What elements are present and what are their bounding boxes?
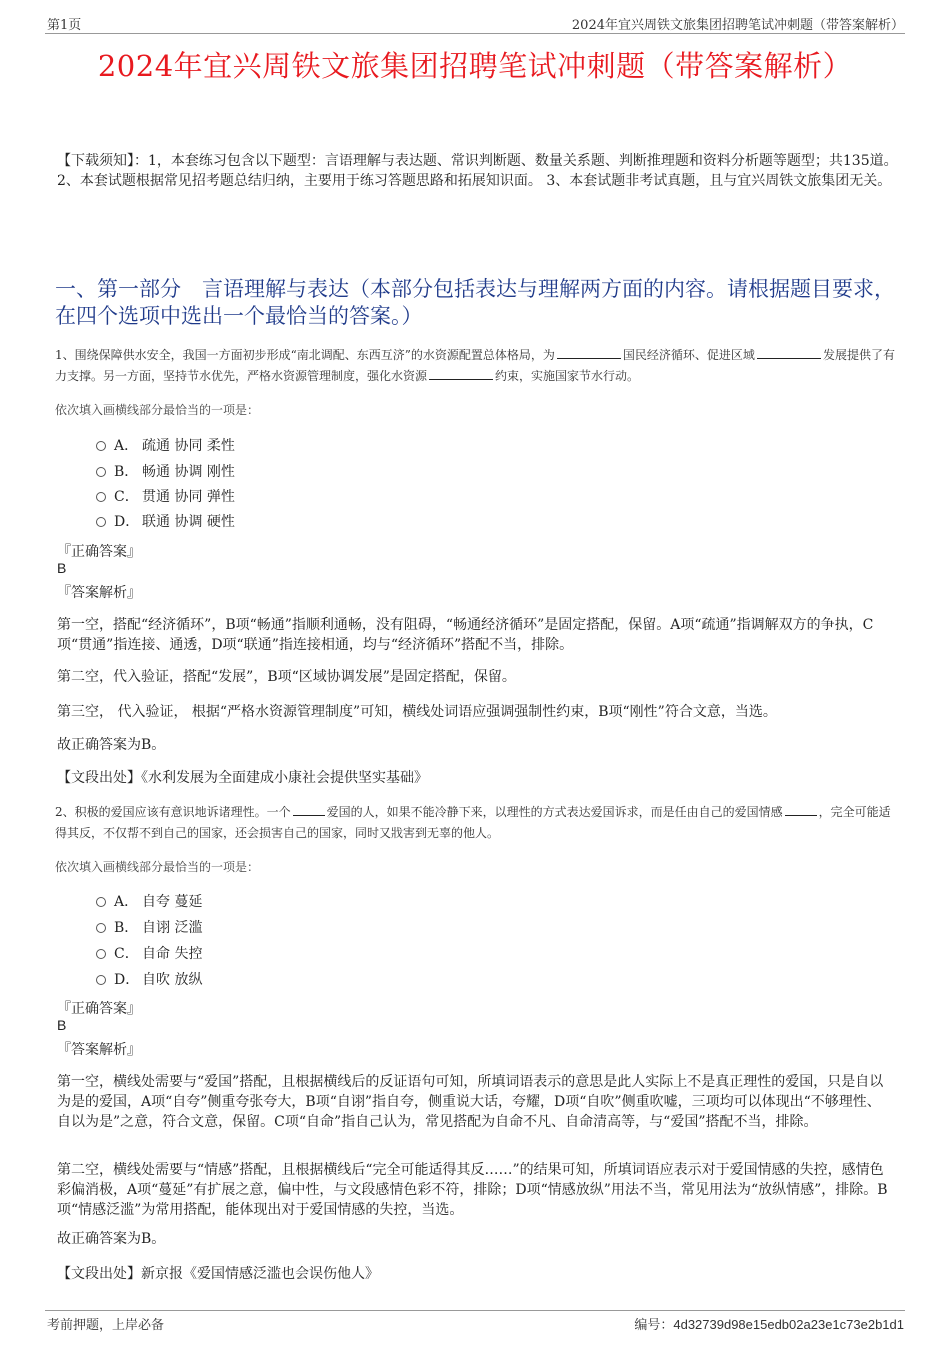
question-1-text xyxy=(55,345,900,387)
correct-answer: B xyxy=(57,1017,67,1033)
page-number: 第1页 xyxy=(47,18,82,33)
option-letter: D． xyxy=(114,972,140,988)
q1-segment: 约束，实施国家节水行动。 xyxy=(495,369,640,383)
option-text: 自夸 蔓延 xyxy=(142,894,203,910)
q2-option-a[interactable] xyxy=(96,892,202,912)
option-letter: A． xyxy=(114,894,139,910)
fill-blank xyxy=(557,346,621,359)
fill-blank xyxy=(429,367,493,380)
correct-answer-label: 『正确答案』 xyxy=(57,1001,141,1017)
analysis-paragraph: 第三空， 代入验证， 根据“严格水资源管理制度”可知，横线处词语应强调强制性约束，B项“刚性”符合文意，当选。 xyxy=(57,704,777,720)
q2-segment: 爱国的人，如果不能冷静下来，以理性的方式表达爱国诉求，而是任由自己的爱国情感 xyxy=(326,805,783,819)
option-letter: C． xyxy=(114,489,139,505)
question-2-prompt: 依次填入画横线部分最恰当的一项是： xyxy=(55,860,260,874)
q2-segment: 2、积极的爱国应该有意识地诉诸理性。一个 xyxy=(55,805,291,819)
radio-circle-icon[interactable] xyxy=(96,492,106,502)
q1-segment: 国民经济循环、促进区域 xyxy=(622,348,755,362)
option-text: 自诩 泛滥 xyxy=(142,920,203,936)
correct-answer: B xyxy=(57,560,67,576)
source-citation: 【文段出处】《水利发展为全面建成小康社会提供坚实基础》 xyxy=(57,770,428,786)
fill-blank xyxy=(293,803,325,816)
analysis-conclusion: 故正确答案为B。 xyxy=(57,737,166,753)
analysis-paragraph: 第一空，横线处需要与“爱国”搭配，且根据横线后的反证语句可知，所填词语表示的意思是此人实际上不是真正理性的爱国，只是自以为是的爱国，A项“自夸”侧重夸张夸大，B项“自诩”指自夸，侧重说大话，夸耀，D项“自吹”侧重吹嘘，三项均可以体现出“不够理性、自以为是”之意，符合文意，保留。C项“自命”指自己认为，常见搭配为自命不凡、自命清高等，与“爱国”搭配不当，排除。 xyxy=(57,1074,884,1130)
correct-answer-label: 『正确答案』 xyxy=(57,544,141,560)
q1-option-d[interactable] xyxy=(96,512,235,532)
option-text: 畅通 协调 刚性 xyxy=(142,464,235,480)
header-doc-title: 2024年宜兴周铁文旅集团招聘笔试冲刺题（带答案解析） xyxy=(571,18,904,33)
fill-blank xyxy=(757,346,821,359)
option-letter: A． xyxy=(114,438,139,454)
page-title: 2024年宜兴周铁文旅集团招聘笔试冲刺题（带答案解析） xyxy=(97,49,853,83)
code-label: 编号： xyxy=(634,1318,674,1333)
analysis-paragraph: 第二空，代入验证，搭配“发展”，B项“区域协调发展”是固定搭配，保留。 xyxy=(57,669,516,685)
section-heading: 一、第一部分 言语理解与表达（本部分包括表达与理解两方面的内容。请根据题目要求，在四个选项中选出一个最恰当的答案。） xyxy=(55,277,895,328)
radio-circle-icon[interactable] xyxy=(96,467,106,477)
code-value: 4d32739d98e15edb02a23e1c73e2b1d1 xyxy=(673,1317,904,1332)
radio-circle-icon[interactable] xyxy=(96,517,106,527)
analysis-paragraph: 第二空，横线处需要与“情感”搭配，且根据横线后“完全可能适得其反……”的结果可知，所填词语应表示对于爱国情感的失控，感情色彩偏消极，A项“蔓延”有扩展之意，偏中性，与文段感情色彩不符，排除；D项“情感放纵”用法不当，常见用法为“放纵情感”，排除。B项“情感泛滥”为常用搭配，能体现出对于爱国情感的失控，当选。 xyxy=(57,1162,888,1218)
download-notice: 【下载须知】：1，本套练习包含以下题型：言语理解与表达题、常识判断题、数量关系题、判断推理题和资料分析题等题型；共135道。 2、本套试题根据常见招考题总结归纳，主要用于练习答题思路和拓展知识面。 3、本套试题非考试真题，且与宜兴周铁文旅集团无关。 xyxy=(57,153,898,189)
q2-option-d[interactable] xyxy=(96,970,202,990)
footer-code xyxy=(634,1314,904,1333)
q1-option-b[interactable] xyxy=(96,462,235,482)
option-letter: B． xyxy=(114,920,139,936)
option-letter: B． xyxy=(114,464,139,480)
q1-option-c[interactable] xyxy=(96,487,235,507)
option-text: 自吹 放纵 xyxy=(142,972,203,988)
radio-circle-icon[interactable] xyxy=(96,975,106,985)
q2-option-c[interactable] xyxy=(96,944,202,964)
source-citation: 【文段出处】新京报《爱国情感泛滥也会误伤他人》 xyxy=(57,1266,379,1282)
q2-segment: ，完全可能适得其反，不仅帮不到自己的国家，还会损害自己的国家，同时又戕害到无辜的他人。 xyxy=(55,805,891,840)
question-1-prompt: 依次填入画横线部分最恰当的一项是： xyxy=(55,403,260,417)
radio-circle-icon[interactable] xyxy=(96,923,106,933)
header-divider xyxy=(45,33,905,34)
option-text: 贯通 协同 弹性 xyxy=(142,489,235,505)
option-text: 疏通 协同 柔性 xyxy=(142,438,235,454)
option-text: 自命 失控 xyxy=(142,946,203,962)
analysis-label: 『答案解析』 xyxy=(57,1042,141,1058)
radio-circle-icon[interactable] xyxy=(96,949,106,959)
option-letter: C． xyxy=(114,946,139,962)
q1-segment: 1、围绕保障供水安全，我国一方面初步形成“南北调配、东西互济”的水资源配置总体格局，为 xyxy=(55,348,555,362)
radio-circle-icon[interactable] xyxy=(96,441,106,451)
radio-circle-icon[interactable] xyxy=(96,897,106,907)
q1-segment: 发展提供了有力支撑。另一方面，坚持节水优先，严格水资源管理制度，强化水资源 xyxy=(55,348,895,383)
question-2-text xyxy=(55,802,900,844)
footer-slogan: 考前押题，上岸必备 xyxy=(47,1318,165,1333)
q1-option-a[interactable] xyxy=(96,436,235,456)
analysis-paragraph: 第一空，搭配“经济循环”，B项“畅通”指顺利通畅，没有阻碍，“畅通经济循环”是固定搭配，保留。A项“疏通”指调解双方的争执，C项“贯通”指连接、通透，D项“联通”指连接相通，均与“经济循环”搭配不当，排除。 xyxy=(57,617,874,653)
footer-divider xyxy=(45,1310,905,1311)
q2-option-b[interactable] xyxy=(96,918,202,938)
analysis-label: 『答案解析』 xyxy=(57,585,141,601)
analysis-conclusion: 故正确答案为B。 xyxy=(57,1231,166,1247)
fill-blank xyxy=(785,803,817,816)
option-text: 联通 协调 硬性 xyxy=(142,514,235,530)
option-letter: D． xyxy=(114,514,140,530)
